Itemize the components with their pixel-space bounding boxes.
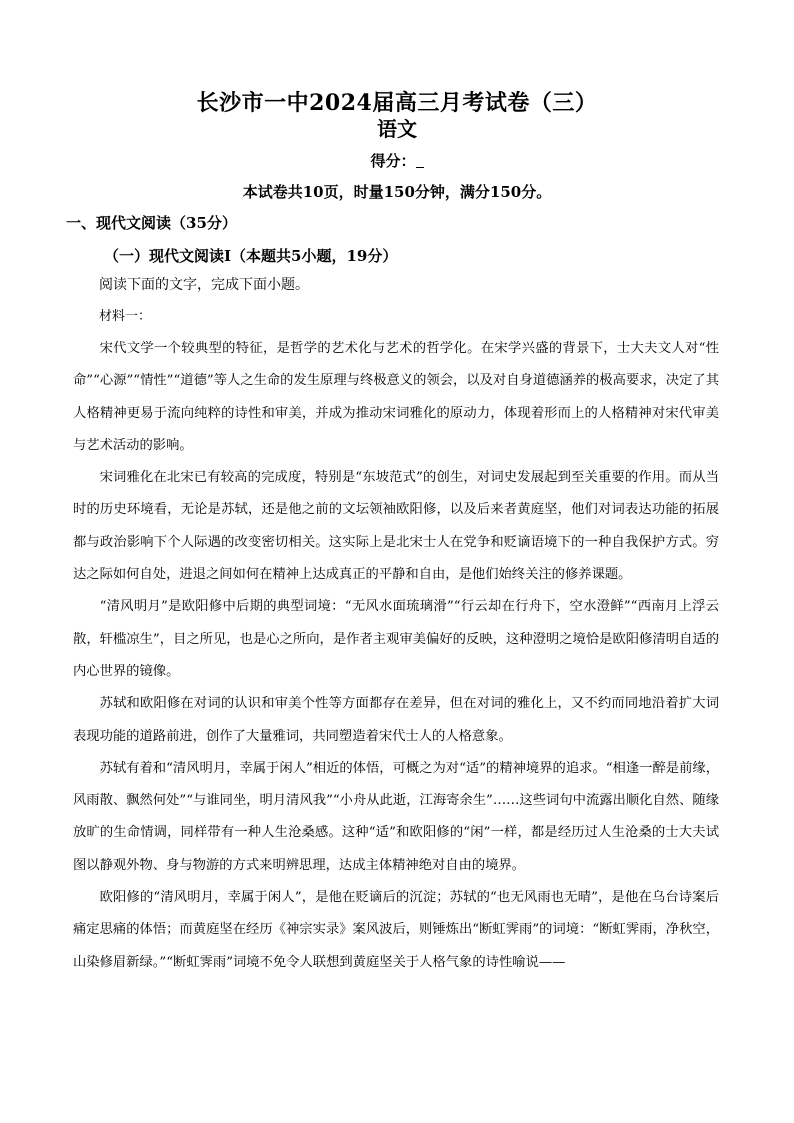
score-label: 得分：	[370, 152, 416, 170]
section-heading: 一、现代文阅读（35分）	[66, 214, 237, 232]
passage-paragraph: 欧阳修的“清风明月，幸属于闲人”，是他在贬谪后的沉淀；苏轼的“也无风雨也无晴”，是他在乌台诗案后痛定思痛的体悟；而黄庭坚在经历《神宗实录》案风波后，则锤炼出“断虹霁雨”的词境：“断虹霁雨，净秋空，山染修眉新绿。”“断虹霁雨”词境不免令人联想到黄庭坚关于人格气象的诗性喻说——	[73, 890, 719, 970]
passage-paragraph: 宋词雅化在北宋已有较高的完成度，特别是“东坡范式”的创生，对词史发展起到至关重要的作用。而从当时的历史环境看，无论是苏轼，还是他之前的文坛领袖欧阳修，以及后来者黄庭坚，他们对词表达功能的拓展都与政治影响下个人际遇的改变密切相关。这实际上是北宋士人在党争和贬谪语境下的一种自我保护方式。穷达之际如何自处，进退之间如何在精神上达成真正的平静和自由，是他们始终关注的修养课题。	[73, 470, 719, 583]
subsection-heading: （一）现代文阅读Ⅰ（本题共5小题，19分）	[104, 247, 398, 265]
subject-title: 语文	[377, 117, 417, 141]
exam-title: 长沙市一中2024届高三月考试卷（三）	[196, 90, 598, 116]
passage-paragraph: 苏轼和欧阳修在对词的认识和审美个性等方面都存在差异，但在对词的雅化上，又不约而同地沿着扩大词表现功能的道路前进，创作了大量雅词，共同塑造着宋代士人的人格意象。	[73, 696, 719, 744]
score-line	[0, 149, 794, 173]
passage-paragraph: 苏轼有着和“清风明月，幸属于闲人”相近的体悟，可概之为对“适”的精神境界的追求。“相逢一醉是前缘，风雨散、飘然何处”“与谁同坐，明月清风我”“小舟从此逝，江海寄余生”……这些词句中流露出顺化自然、随缘放旷的生命情调，同样带有一种人生沧桑感。这种“适”和欧阳修的“闲”一样，都是经历过人生沧桑的士大夫试图以静观外物、身与物游的方式来明辨思理，达成主体精神绝对自由的境界。	[73, 760, 719, 873]
score-blank	[416, 151, 424, 168]
passage-body	[73, 333, 719, 979]
reading-instruction: 阅读下面的文字，完成下面小题。	[99, 277, 309, 293]
material-label: 材料一：	[99, 309, 152, 324]
passage-paragraph: 宋代文学一个较典型的特征，是哲学的艺术化与艺术的哲学化。在宋学兴盛的背景下，士大夫文人对“性命”“心源”“情性”“道德”等人之生命的发生原理与终极意义的领会，以及对自身道德涵养的极高要求，决定了其人格精神更易于流向纯粹的诗性和审美，并成为推动宋词雅化的原动力，体现着形而上的人格精神对宋代审美与艺术活动的影响。	[73, 341, 719, 453]
exam-info: 本试卷共10页，时量150分钟，满分150分。	[242, 183, 552, 201]
passage-paragraph: “清风明月”是欧阳修中后期的典型词境：“无风水面琉璃滑”“行云却在行舟下，空水澄鲜”“西南月上浮云散，轩槛凉生”，目之所见，也是心之所向，是作者主观审美偏好的反映，这种澄明之境恰是欧阳修清明自适的内心世界的镜像。	[73, 599, 719, 679]
